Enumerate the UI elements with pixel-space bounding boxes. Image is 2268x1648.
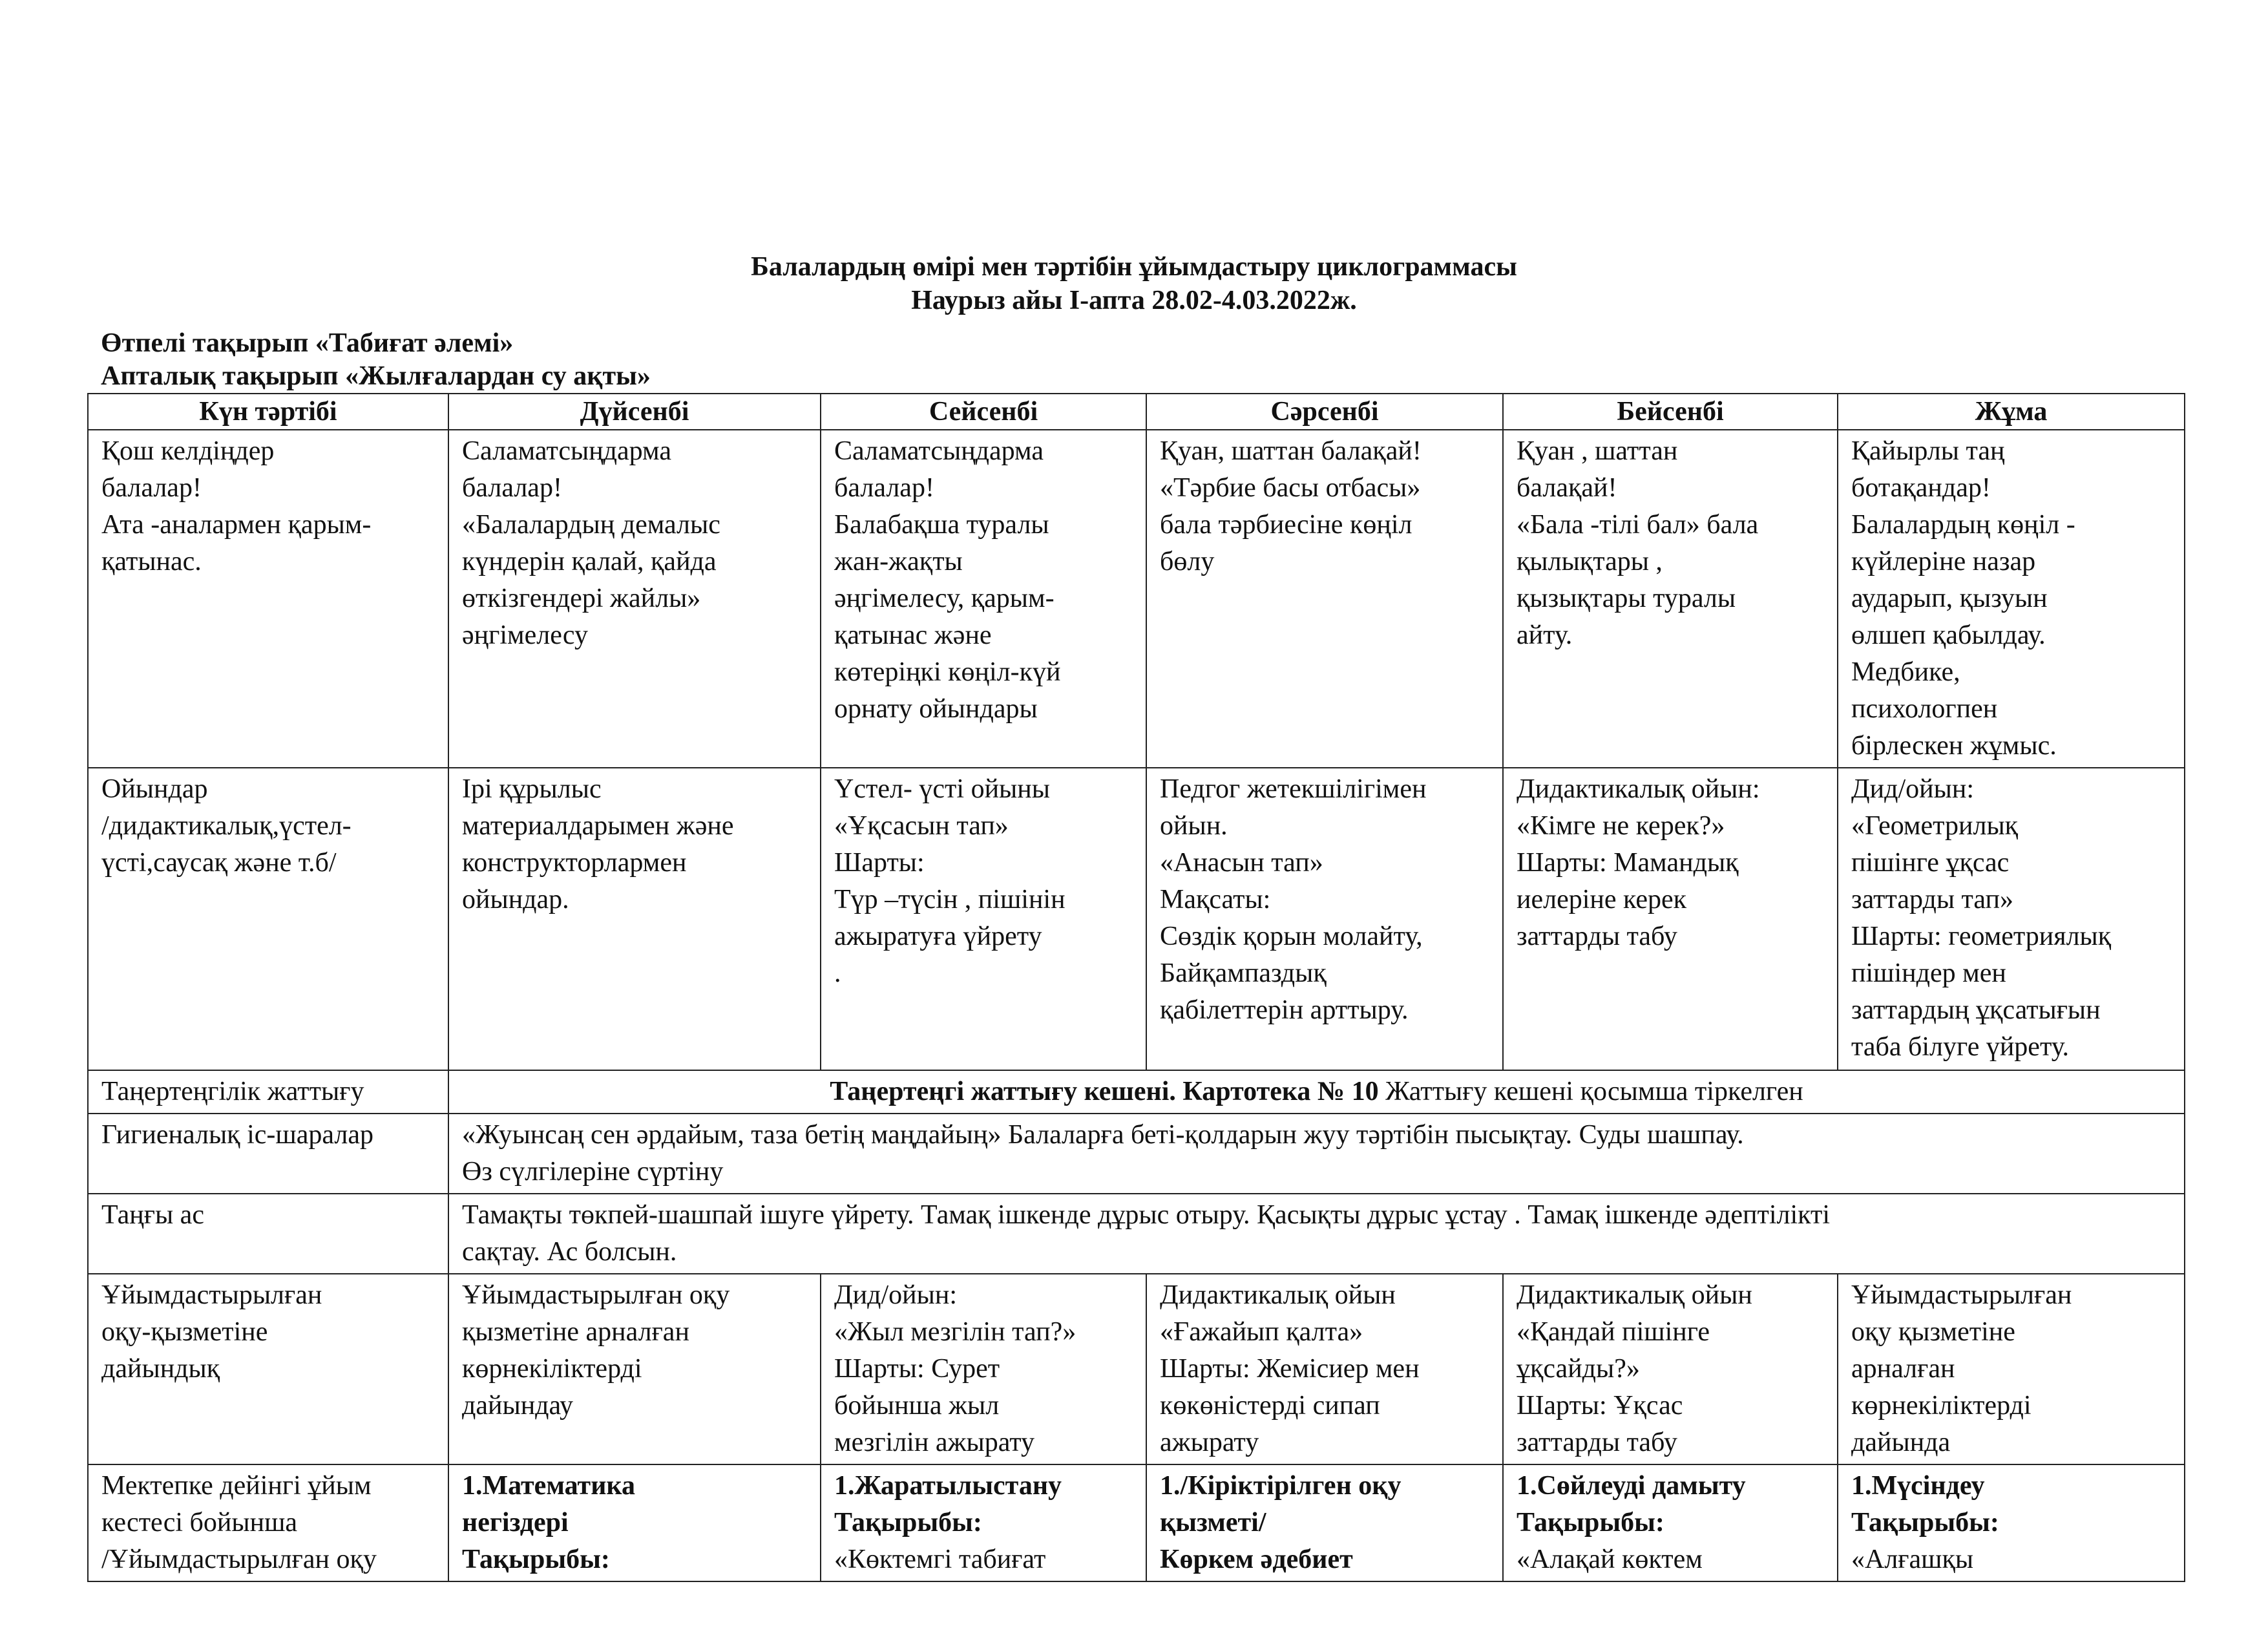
cell-line: күндерін қалай, қайда bbox=[462, 547, 717, 576]
row-label-games bbox=[88, 768, 448, 1070]
cell-greeting-wed bbox=[1146, 430, 1503, 768]
cell-line: сақтау. Ас болсын. bbox=[462, 1237, 677, 1267]
cell-line: оқу-қызметіне bbox=[101, 1317, 268, 1347]
cell-schedule-wed bbox=[1146, 1464, 1503, 1581]
morning-exercise-note: Жаттығу кешені қосымша тіркелген bbox=[1385, 1077, 1803, 1106]
cell-line: ойындар. bbox=[462, 885, 569, 914]
cell-line: ажыратуға үйрету bbox=[834, 922, 1042, 951]
cell-line: көрнекіліктерді bbox=[462, 1354, 642, 1384]
cell-line: мезгілін ажырату bbox=[834, 1428, 1035, 1457]
cell-line: пішіндер мен bbox=[1851, 958, 2006, 988]
cell-line: Мақсаты: bbox=[1160, 885, 1271, 914]
header-thursday: Бейсенбі bbox=[1503, 394, 1838, 430]
cell-games-tue bbox=[821, 768, 1146, 1070]
cell-line: бірлескен жұмыс. bbox=[1851, 731, 2057, 761]
row-label-greeting bbox=[88, 430, 448, 768]
cell-line: Дид/ойын: bbox=[1851, 774, 1975, 804]
cell-line: заттарды тап» bbox=[1851, 885, 2013, 914]
cell-line: Қуан, шаттан балақай! bbox=[1160, 436, 1422, 466]
cell-line: Шарты: Мамандық bbox=[1517, 848, 1739, 878]
cell-greeting-mon bbox=[448, 430, 821, 768]
cell-line: қызметіне арналған bbox=[462, 1317, 689, 1347]
cell-line: Саламатсыңдарма bbox=[462, 436, 671, 466]
cell-line: Шарты: Сурет bbox=[834, 1354, 1000, 1384]
cyclogram-table bbox=[87, 393, 2185, 1582]
cell-line: арналған bbox=[1851, 1354, 1955, 1384]
cell-line: қабілеттерін арттыру. bbox=[1160, 995, 1409, 1025]
cell-morning-exercise bbox=[448, 1070, 2185, 1114]
cell-line: заттарды табу bbox=[1517, 922, 1677, 951]
cell-greeting-fri bbox=[1838, 430, 2185, 768]
cell-line: Дидактикалық ойын bbox=[1517, 1280, 1752, 1310]
cell-line: Байқампаздық bbox=[1160, 958, 1327, 988]
row-label-morning: Таңертеңгілік жаттығу bbox=[88, 1070, 448, 1114]
cell-line: Ата -аналармен қарым- bbox=[101, 510, 372, 540]
row-label-hygiene: Гигиеналық іс-шаралар bbox=[88, 1114, 448, 1194]
cell-line: Тақырыбы: bbox=[1517, 1508, 1664, 1537]
row-label-preparation bbox=[88, 1274, 448, 1464]
cell-line: Ұйымдастырылған оқу bbox=[462, 1280, 730, 1310]
cell-line: бала тәрбиесіне көңіл bbox=[1160, 510, 1412, 540]
cell-breakfast bbox=[448, 1194, 2185, 1274]
cell-greeting-tue bbox=[821, 430, 1146, 768]
row-label-breakfast: Таңғы ас bbox=[88, 1194, 448, 1274]
cell-prep-fri bbox=[1838, 1274, 2185, 1464]
weekly-topic: Апталық тақырып «Жылғалардан су ақты» bbox=[101, 361, 651, 391]
cell-line: 1.Жаратылыстану bbox=[834, 1471, 1062, 1501]
cell-line: көкөністерді сипап bbox=[1160, 1391, 1380, 1421]
row-label-schedule bbox=[88, 1464, 448, 1581]
cell-line: Ұйымдастырылған bbox=[1851, 1280, 2072, 1310]
cell-line: «Балалардың демалыс bbox=[462, 510, 720, 540]
cell-line: балалар! bbox=[462, 473, 562, 503]
table-row-schedule bbox=[88, 1464, 2185, 1581]
cell-line: «Бала -тілі бал» бала bbox=[1517, 510, 1759, 540]
table-row-preparation bbox=[88, 1274, 2185, 1464]
cell-schedule-tue bbox=[821, 1464, 1146, 1581]
page-title: Балалардың өмірі мен тәртібін ұйымдастыру циклограммасы bbox=[751, 252, 1517, 282]
cell-line: орнату ойындары bbox=[834, 694, 1038, 724]
cell-line: Медбике, bbox=[1851, 657, 1960, 687]
header-tuesday: Сейсенбі bbox=[821, 394, 1146, 430]
table-row-breakfast bbox=[88, 1194, 2185, 1274]
cell-line: Мектепке дейінгі ұйым bbox=[101, 1471, 372, 1501]
header-friday: Жұма bbox=[1838, 394, 2185, 430]
cell-line: «Қандай пішінге bbox=[1517, 1317, 1710, 1347]
cell-line: /дидактикалық,үстел- bbox=[101, 811, 352, 841]
cell-prep-thu bbox=[1503, 1274, 1838, 1464]
cell-line: «Анасын тап» bbox=[1160, 848, 1323, 878]
cell-schedule-thu bbox=[1503, 1464, 1838, 1581]
cell-line: иелеріне керек bbox=[1517, 885, 1687, 914]
cell-line: Өз сүлгілеріне сүртіну bbox=[462, 1157, 724, 1187]
cell-line: конструкторлармен bbox=[462, 848, 687, 878]
cell-line: балалар! bbox=[101, 473, 202, 503]
cell-line: материалдарымен және bbox=[462, 811, 734, 841]
monthly-topic: Өтпелі тақырып «Табиғат әлемі» bbox=[101, 328, 514, 358]
cell-line: 1.Мүсіндеу bbox=[1851, 1471, 1985, 1501]
cell-line: күйлеріне назар bbox=[1851, 547, 2036, 576]
cell-line: Саламатсыңдарма bbox=[834, 436, 1044, 466]
cell-line: әңгімелесу, қарым- bbox=[834, 584, 1055, 613]
cell-line: Тақырыбы: bbox=[834, 1508, 982, 1537]
cell-line: бөлу bbox=[1160, 547, 1215, 576]
cell-line: «Көктемгі табиғат bbox=[834, 1545, 1046, 1574]
cell-line: Түр –түсін , пішінін bbox=[834, 885, 1066, 914]
cell-line: Үстел- үсті ойыны bbox=[834, 774, 1050, 804]
cell-line: әңгімелесу bbox=[462, 620, 588, 650]
cell-line: өткізгендері жайлы» bbox=[462, 584, 701, 613]
cell-line: қылықтары , bbox=[1517, 547, 1663, 576]
cell-games-fri bbox=[1838, 768, 2185, 1070]
morning-exercise-text: Таңертеңгі жаттығу кешені. Картотека № 10 bbox=[830, 1077, 1379, 1106]
cell-hygiene bbox=[448, 1114, 2185, 1194]
cell-line: Тамақты төкпей-шашпай ішуге үйрету. Тамақ ішкенде дұрыс отыру. Қасықты дұрыс ұстау . Тамақ ішкенде әдептілікті bbox=[462, 1200, 1831, 1230]
table-row-games bbox=[88, 768, 2185, 1070]
cell-line: «Ғажайып қалта» bbox=[1160, 1317, 1363, 1347]
cell-line: оқу қызметіне bbox=[1851, 1317, 2015, 1347]
cell-line: Шарты: Жемісиер мен bbox=[1160, 1354, 1420, 1384]
cell-games-mon bbox=[448, 768, 821, 1070]
cell-line: бойынша жыл bbox=[834, 1391, 1000, 1421]
cell-prep-wed bbox=[1146, 1274, 1503, 1464]
cell-line: Қуан , шаттан bbox=[1517, 436, 1678, 466]
cell-line: «Алақай көктем bbox=[1517, 1545, 1703, 1574]
cell-line: Сөздік қорын молайту, bbox=[1160, 922, 1423, 951]
cell-line: психологпен bbox=[1851, 694, 1998, 724]
cell-line: дайындау bbox=[462, 1391, 574, 1421]
cell-line: . bbox=[834, 958, 841, 988]
cell-line: ұқсайды?» bbox=[1517, 1354, 1640, 1384]
cell-schedule-fri bbox=[1838, 1464, 2185, 1581]
header-schedule: Күн тәртібі bbox=[88, 394, 448, 430]
cell-line: заттарды табу bbox=[1517, 1428, 1677, 1457]
cell-line: 1.Сөйлеуді дамыту bbox=[1517, 1471, 1746, 1501]
cell-greeting-thu bbox=[1503, 430, 1838, 768]
page-subtitle: Наурыз айы I-апта 28.02-4.03.2022ж. bbox=[911, 286, 1357, 315]
cell-line: Балалардың көңіл - bbox=[1851, 510, 2075, 540]
cell-line: Ірі құрылыс bbox=[462, 774, 602, 804]
cell-prep-tue bbox=[821, 1274, 1146, 1464]
cell-prep-mon bbox=[448, 1274, 821, 1464]
cell-line: дайындық bbox=[101, 1354, 220, 1384]
cell-line: 1.Математика bbox=[462, 1471, 635, 1501]
cell-line: Дидактикалық ойын: bbox=[1517, 774, 1760, 804]
cell-line: Тақырыбы: bbox=[1851, 1508, 1999, 1537]
cell-line: ажырату bbox=[1160, 1428, 1259, 1457]
header-wednesday: Сәрсенбі bbox=[1146, 394, 1503, 430]
cell-line: Педгог жетекшілігімен bbox=[1160, 774, 1427, 804]
cell-games-thu bbox=[1503, 768, 1838, 1070]
cell-line: үсті,саусақ және т.б/ bbox=[101, 848, 337, 878]
cell-line: заттардың ұқсатығын bbox=[1851, 995, 2101, 1025]
cell-line: қатынас және bbox=[834, 620, 992, 650]
table-row-greeting bbox=[88, 430, 2185, 768]
cell-line: «Алғашқы bbox=[1851, 1545, 1974, 1574]
cell-line: «Тәрбие басы отбасы» bbox=[1160, 473, 1421, 503]
cell-line: Балабақша туралы bbox=[834, 510, 1049, 540]
cell-line: пішінге ұқсас bbox=[1851, 848, 2010, 878]
table-header-row bbox=[88, 394, 2185, 430]
cell-line: қызықтары туралы bbox=[1517, 584, 1736, 613]
cell-line: «Кімге не керек?» bbox=[1517, 811, 1725, 841]
cell-line: «Ұқсасын тап» bbox=[834, 811, 1009, 841]
cell-line: балалар! bbox=[834, 473, 934, 503]
cell-line: Дидактикалық ойын bbox=[1160, 1280, 1396, 1310]
cell-games-wed bbox=[1146, 768, 1503, 1070]
cell-line: дайында bbox=[1851, 1428, 1951, 1457]
cell-line: ойын. bbox=[1160, 811, 1228, 841]
cell-line: қызметі/ bbox=[1160, 1508, 1266, 1537]
cell-line: Көркем әдебиет bbox=[1160, 1545, 1353, 1574]
cell-line: қатынас. bbox=[101, 547, 202, 576]
cell-schedule-mon bbox=[448, 1464, 821, 1581]
cell-line: Ұйымдастырылған bbox=[101, 1280, 322, 1310]
cell-line: жан-жақты bbox=[834, 547, 963, 576]
table-row-hygiene bbox=[88, 1114, 2185, 1194]
table-row-morning-exercise bbox=[88, 1070, 2185, 1114]
cell-line: аударып, қызуын bbox=[1851, 584, 2048, 613]
cell-line: Шарты: Ұқсас bbox=[1517, 1391, 1683, 1421]
cell-line: Дид/ойын: bbox=[834, 1280, 958, 1310]
cell-line: көтеріңкі көңіл-күй bbox=[834, 657, 1061, 687]
cell-line: Тақырыбы: bbox=[462, 1545, 610, 1574]
cell-line: «Жуынсаң сен әрдайым, таза бетің маңдайың» Балаларға беті-қолдарын жуу тәртібін пысықтау. Суды шашпау. bbox=[462, 1120, 1744, 1150]
cell-line: балақай! bbox=[1517, 473, 1617, 503]
cell-line: «Геометрилық bbox=[1851, 811, 2019, 841]
header-monday: Дүйсенбі bbox=[448, 394, 821, 430]
cell-line: /Ұйымдастырылған оқу bbox=[101, 1545, 377, 1574]
cell-line: кестесі бойынша bbox=[101, 1508, 298, 1537]
cell-line: Шарты: геометриялық bbox=[1851, 922, 2112, 951]
cell-line: 1./Кіріктірілген оқу bbox=[1160, 1471, 1402, 1501]
cell-line: Ойындар bbox=[101, 774, 208, 804]
cell-line: «Жыл мезгілін тап?» bbox=[834, 1317, 1076, 1347]
cell-line: көрнекіліктерді bbox=[1851, 1391, 2032, 1421]
cell-line: ботақандар! bbox=[1851, 473, 1991, 503]
cell-line: өлшеп қабылдау. bbox=[1851, 620, 2046, 650]
cell-line: таба білуге үйрету. bbox=[1851, 1032, 2070, 1062]
cell-line: айту. bbox=[1517, 620, 1573, 650]
cell-line: Қош келдіңдер bbox=[101, 436, 275, 466]
cell-line: Қайырлы таң bbox=[1851, 436, 2005, 466]
cell-line: негіздері bbox=[462, 1508, 569, 1537]
cell-line: Шарты: bbox=[834, 848, 925, 878]
